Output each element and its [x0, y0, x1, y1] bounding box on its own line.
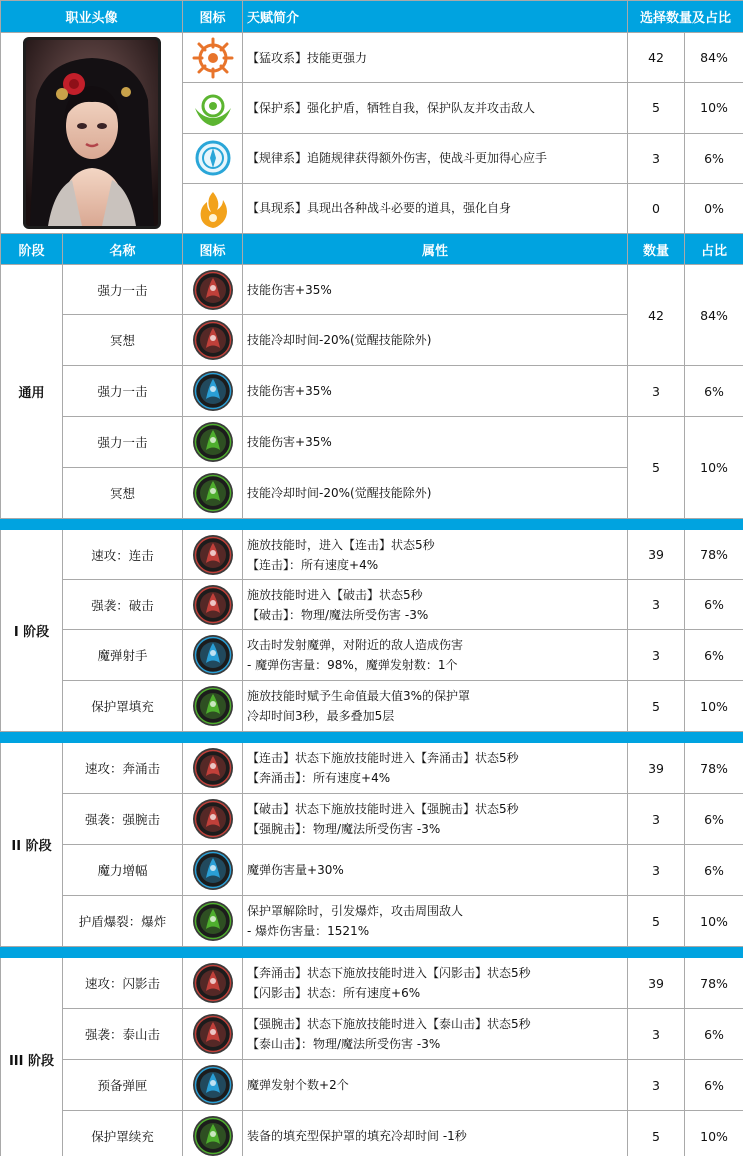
desc-line: 【奔涌击】：所有速度+4%: [247, 771, 391, 785]
attr-header: 属性: [243, 234, 628, 265]
general-row: [1, 366, 743, 417]
skill-desc: [243, 417, 628, 468]
flame-icon: [191, 186, 235, 230]
mountain-strike-icon: [191, 1012, 235, 1056]
skill-icon-cell: [183, 630, 243, 681]
gunner-icon: [191, 633, 235, 677]
general-row: [1, 417, 743, 468]
desc-line: 技能伤害+35%: [247, 435, 332, 449]
skill-icon-cell: [183, 580, 243, 630]
skill-icon-cell: [183, 681, 243, 732]
talent-desc: 【规律系】追随规律获得额外伤害，使战斗更加得心应手: [243, 133, 628, 183]
talent-desc: 【猛攻系】技能更强力: [243, 33, 628, 83]
class-portrait: [23, 37, 161, 229]
leaf-wings-icon: [191, 86, 235, 130]
skill-name: 强袭：强腕击: [63, 794, 183, 845]
skill-desc: [243, 468, 628, 519]
skill-name: 强力一击: [63, 366, 183, 417]
skill-desc: [243, 530, 628, 580]
stage1-row: [1, 580, 743, 630]
skill-desc: [243, 743, 628, 794]
desc-line: 攻击时发射魔弹，对附近的敌人造成伤害: [247, 638, 464, 652]
desc-line: 【奔涌击】状态下施放技能时进入【闪影击】状态5秒: [247, 966, 531, 980]
desc-line: 【破击】状态下施放技能时进入【强腕击】状态5秒: [247, 802, 519, 816]
skill-desc: [243, 845, 628, 896]
name-header: 名称: [63, 234, 183, 265]
talent-icon-cell: [183, 83, 243, 133]
stage2-row: [1, 743, 743, 794]
skill-desc: [243, 580, 628, 630]
portrait-header: 职业头像: [1, 1, 183, 33]
skill-icon-cell: [183, 1009, 243, 1060]
talent-icon-cell: [183, 33, 243, 83]
skill-name: 预备弹匣: [63, 1060, 183, 1111]
desc-line: 【泰山击】：物理/魔法所受伤害 -3%: [247, 1037, 441, 1051]
skill-desc: [243, 1009, 628, 1060]
skill-count: 39: [628, 958, 685, 1009]
stage3-row: [1, 1111, 743, 1156]
desc-line: 施放技能时进入【破击】状态5秒: [247, 587, 423, 602]
desc-line: 冷却时间3秒，最多叠加5层: [247, 709, 395, 723]
skill-desc: [243, 1111, 628, 1156]
skill-pct: 6%: [685, 580, 743, 630]
skill-header-row: [1, 234, 743, 265]
talent-row: [1, 33, 743, 83]
skill-pct: 6%: [685, 1060, 743, 1111]
skill-desc: [243, 958, 628, 1009]
meditation-icon: [191, 318, 235, 362]
desc-line: 技能冷却时间-20%(觉醒技能除外): [247, 333, 432, 347]
desc-line: 【闪影击】状态：所有速度+6%: [247, 986, 421, 1000]
stage1-row: [1, 630, 743, 681]
talent-pct: 0%: [685, 183, 743, 233]
talent-count: 5: [628, 83, 685, 133]
talent-desc: 【具现系】具现出各种战斗必要的道具，强化自身: [243, 183, 628, 233]
skill-count: 3: [628, 845, 685, 896]
skill-count: 39: [628, 530, 685, 580]
skill-count: 3: [628, 794, 685, 845]
desc-line: 技能伤害+35%: [247, 282, 332, 297]
talent-desc: 【保护系】强化护盾，牺牲自我，保护队友并攻击敌人: [243, 83, 628, 133]
fist-strike-icon: [191, 268, 235, 312]
group-count: 5: [628, 417, 685, 519]
stage3-row: [1, 958, 743, 1009]
desc-line: 【连击】状态下施放技能时进入【奔涌击】状态5秒: [247, 751, 519, 765]
skill-icon-cell: [183, 845, 243, 896]
skill-desc: [243, 630, 628, 681]
sun-rune-icon: [191, 36, 235, 80]
skill-icon-cell: [183, 794, 243, 845]
portrait-cell: [1, 33, 183, 234]
skill-count: 5: [628, 1111, 685, 1156]
group-pct: 6%: [685, 366, 743, 417]
skill-count: 3: [628, 1060, 685, 1111]
skill-name: 冥想: [63, 315, 183, 366]
stage-label: 通用: [1, 265, 63, 519]
talent-header-row: [1, 1, 743, 33]
stage2-row: [1, 845, 743, 896]
talent-count: 42: [628, 33, 685, 83]
skill-icon-cell: [183, 896, 243, 947]
skill-icon-cell: [183, 315, 243, 366]
desc-line: 【破击】：物理/魔法所受伤害 -3%: [247, 607, 429, 622]
count-ratio-header: 选择数量及占比: [628, 1, 743, 33]
talent-header: 天赋简介: [243, 1, 628, 33]
fist-strike-icon: [191, 369, 235, 413]
skill-pct: 10%: [685, 681, 743, 732]
skill-pct: 10%: [685, 896, 743, 947]
recharge-icon: [191, 1114, 235, 1156]
skill-desc: [243, 794, 628, 845]
skill-desc: [243, 896, 628, 947]
skill-icon-cell: [183, 417, 243, 468]
skill-icon-cell: [183, 958, 243, 1009]
desc-line: 【强腕击】状态下施放技能时进入【泰山击】状态5秒: [247, 1017, 531, 1031]
desc-line: 保护罩解除时，引发爆炸，攻击周围敌人: [247, 904, 464, 918]
skill-icon-cell: [183, 743, 243, 794]
desc-line: 技能伤害+35%: [247, 384, 332, 398]
stage2-row: [1, 896, 743, 947]
talent-pct: 84%: [685, 33, 743, 83]
group-count: 42: [628, 265, 685, 366]
talent-icon-cell: [183, 183, 243, 233]
stage-label: III 阶段: [1, 958, 63, 1156]
skill-name: 强力一击: [63, 417, 183, 468]
skill-pct: 6%: [685, 845, 743, 896]
skill-name: 速攻：奔涌击: [63, 743, 183, 794]
character-portrait-image: [26, 40, 158, 226]
skill-name: 保护罩填充: [63, 681, 183, 732]
desc-line: 【连击】：所有速度+4%: [247, 557, 379, 572]
fist-strike-icon: [191, 420, 235, 464]
skill-name: 强力一击: [63, 265, 183, 315]
desc-line: 施放技能时赋予生命值最大值3%的保护罩: [247, 689, 471, 703]
combo-icon: [191, 533, 235, 577]
stage3-row: [1, 1009, 743, 1060]
desc-line: 魔弹发射个数+2个: [247, 1078, 349, 1092]
group-pct: 84%: [685, 265, 743, 366]
icon-header: 图标: [183, 1, 243, 33]
skill-count: 3: [628, 580, 685, 630]
skill-name: 护盾爆裂：爆炸: [63, 896, 183, 947]
stage1-row: [1, 681, 743, 732]
skill-pct: 6%: [685, 630, 743, 681]
skill-icon-cell: [183, 530, 243, 580]
skill-desc: [243, 681, 628, 732]
stage-header: 阶段: [1, 234, 63, 265]
skill-icon-cell: [183, 265, 243, 315]
skill-icon-cell: [183, 1060, 243, 1111]
stage2-row: [1, 794, 743, 845]
skill-name: 速攻：连击: [63, 530, 183, 580]
desc-line: 技能冷却时间-20%(觉醒技能除外): [247, 486, 432, 500]
skill-desc: [243, 315, 628, 366]
group-pct: 10%: [685, 417, 743, 519]
wrist-strike-icon: [191, 797, 235, 841]
skill-name: 强袭：泰山击: [63, 1009, 183, 1060]
talent-pct: 10%: [685, 83, 743, 133]
mana-burst-icon: [191, 848, 235, 892]
skill-count: 3: [628, 1009, 685, 1060]
skill-desc: [243, 265, 628, 315]
desc-line: 施放技能时，进入【连击】状态5秒: [247, 537, 435, 552]
skill-pct: 78%: [685, 743, 743, 794]
magazine-icon: [191, 1063, 235, 1107]
shadow-strike-icon: [191, 961, 235, 1005]
skill-pct: 6%: [685, 794, 743, 845]
shield-orb-icon: [191, 684, 235, 728]
skill-name: 冥想: [63, 468, 183, 519]
compass-icon: [191, 136, 235, 180]
skill-pct: 78%: [685, 958, 743, 1009]
desc-line: 【强腕击】：物理/魔法所受伤害 -3%: [247, 822, 441, 836]
skill-name: 魔力增幅: [63, 845, 183, 896]
explosion-icon: [191, 899, 235, 943]
skill-count: 3: [628, 630, 685, 681]
skill-count: 39: [628, 743, 685, 794]
talent-count: 3: [628, 133, 685, 183]
skill-pct: 78%: [685, 530, 743, 580]
section-divider: [1, 947, 743, 958]
skill-name: 速攻：闪影击: [63, 958, 183, 1009]
surge-icon: [191, 746, 235, 790]
skill-pct: 10%: [685, 1111, 743, 1156]
talent-icon-cell: [183, 133, 243, 183]
break-strike-icon: [191, 583, 235, 627]
skill-desc: [243, 366, 628, 417]
desc-line: 装备的填充型保护罩的填充冷却时间 -1秒: [247, 1129, 467, 1143]
meditation-icon: [191, 471, 235, 515]
desc-line: - 爆炸伤害量：1521%: [247, 924, 370, 938]
skill-name: 保护罩续充: [63, 1111, 183, 1156]
general-row: [1, 265, 743, 315]
stage1-row: [1, 530, 743, 580]
pct-header: 占比: [685, 234, 743, 265]
group-count: 3: [628, 366, 685, 417]
skill-count: 5: [628, 896, 685, 947]
desc-line: - 魔弹伤害量：98%，魔弹发射数：1个: [247, 658, 458, 672]
count-header: 数量: [628, 234, 685, 265]
stage-label: I 阶段: [1, 530, 63, 732]
stage3-row: [1, 1060, 743, 1111]
skill-count: 5: [628, 681, 685, 732]
skill-name: 魔弹射手: [63, 630, 183, 681]
section-divider: [1, 519, 743, 530]
skill-icon-cell: [183, 366, 243, 417]
skill-icon-cell: [183, 468, 243, 519]
section-divider: [1, 732, 743, 743]
desc-line: 魔弹伤害量+30%: [247, 863, 344, 877]
skill-icon-cell: [183, 1111, 243, 1156]
skill-name: 强袭：破击: [63, 580, 183, 630]
icon-header: 图标: [183, 234, 243, 265]
skill-pct: 6%: [685, 1009, 743, 1060]
stage-label: II 阶段: [1, 743, 63, 947]
skill-desc: [243, 1060, 628, 1111]
talent-pct: 6%: [685, 133, 743, 183]
talent-count: 0: [628, 183, 685, 233]
